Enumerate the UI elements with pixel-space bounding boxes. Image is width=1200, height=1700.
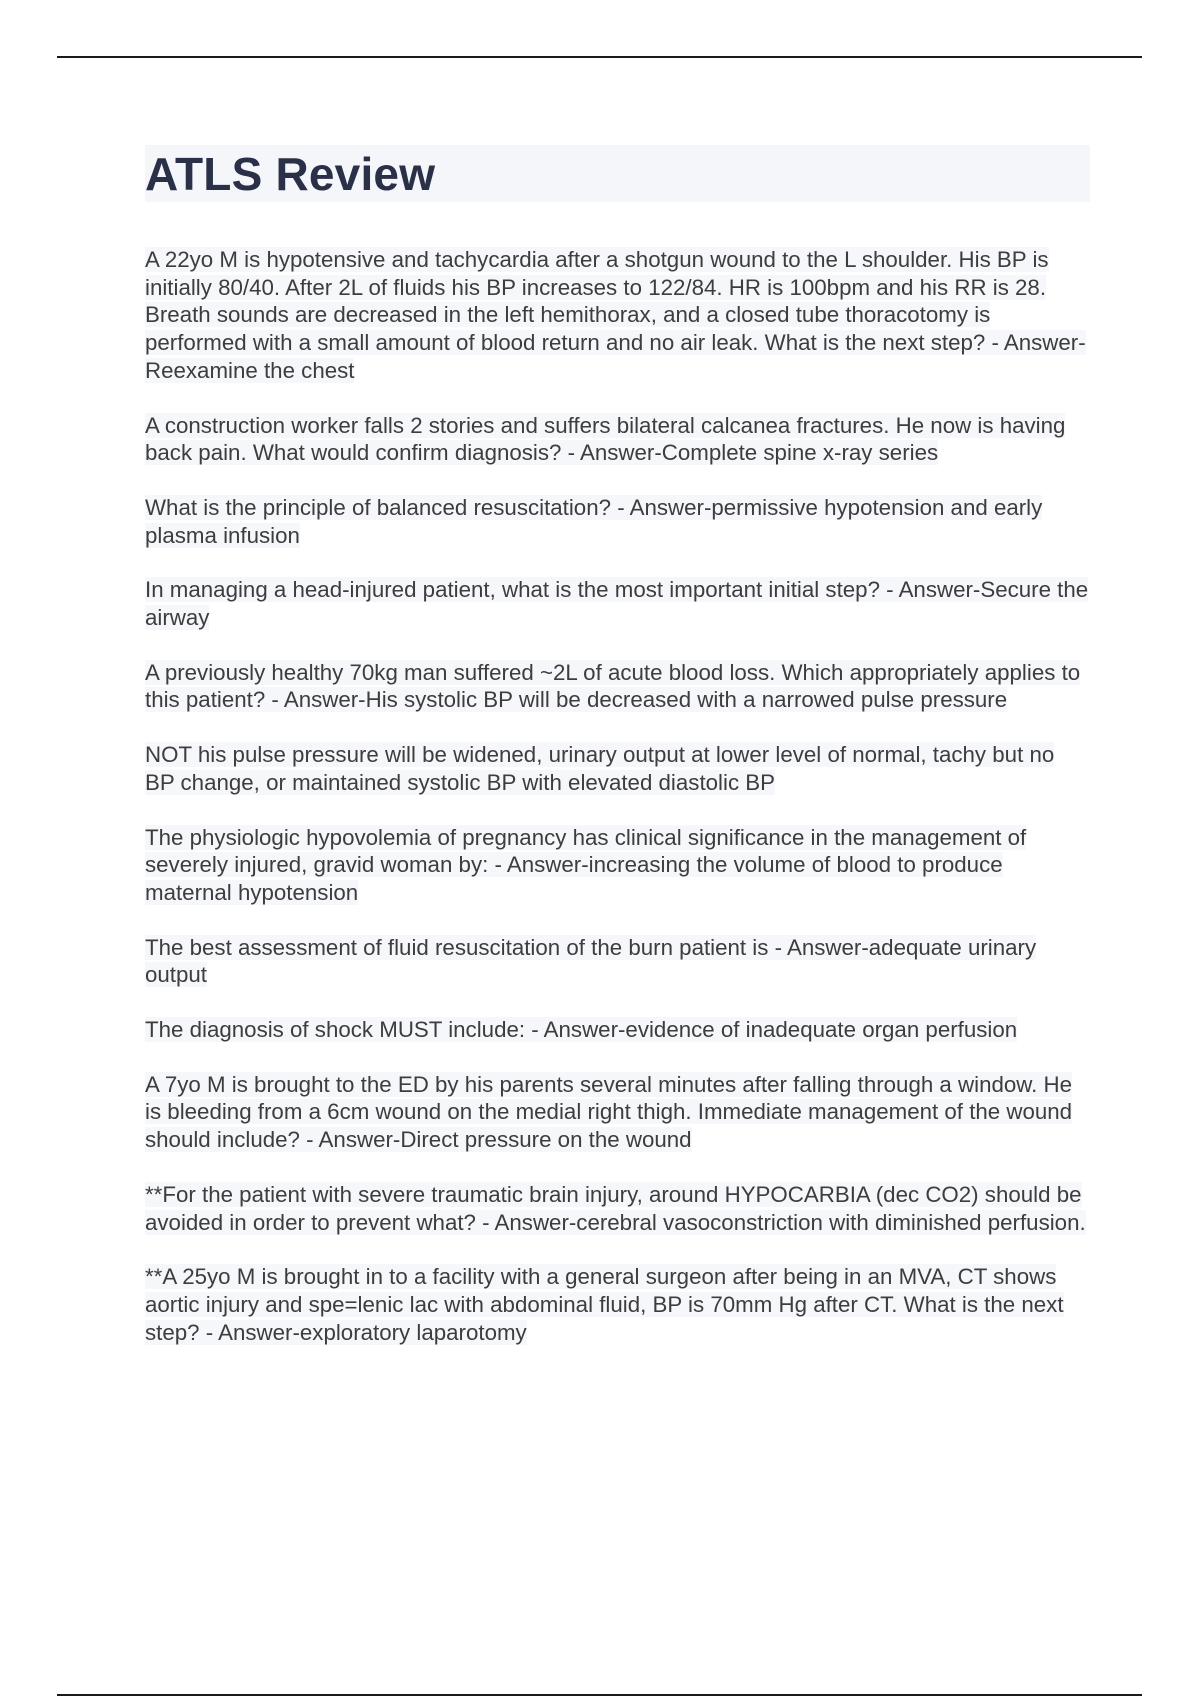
qa-text: NOT his pulse pressure will be widened, urinary output at lower level of normal, tachy but no BP change, or maintained systolic BP with elevated diastolic BP: [145, 742, 1055, 795]
qa-item: [145, 1181, 1090, 1236]
qa-item: [145, 1016, 1090, 1044]
qa-text: The physiologic hypovolemia of pregnancy has clinical significance in the management of severely injured, gravid woman by: - Answer-increasing the volume of blood to produce maternal hypotension: [145, 824, 1027, 905]
top-rule: [57, 56, 1142, 58]
qa-item: [145, 494, 1090, 549]
qa-list: [145, 246, 1090, 1373]
qa-item: [145, 659, 1090, 714]
qa-text: **For the patient with severe traumatic brain injury, around HYPOCARBIA (dec CO2) should be avoided in order to prevent what? - Answer-cerebral vasoconstriction with diminished perfusion.: [145, 1181, 1086, 1235]
qa-text: A 7yo M is brought to the ED by his parents several minutes after falling through a window. He is bleeding from a 6cm wound on the medial right thigh. Immediate management of the wound should include? - Answer-Direct pressure on the wound: [145, 1071, 1073, 1153]
qa-item: [145, 576, 1090, 631]
bottom-rule: [57, 1694, 1142, 1696]
qa-item: [145, 246, 1090, 385]
qa-item: [145, 412, 1090, 467]
qa-item: [145, 934, 1090, 989]
qa-item: [145, 741, 1090, 796]
qa-text: A previously healthy 70kg man suffered ~2L of acute blood loss. Which appropriately applies to this patient? - Answer-His systolic BP will be decreased with a narrowed pulse pressure: [145, 659, 1081, 713]
qa-item: [145, 824, 1090, 907]
page-title: ATLS Review: [145, 148, 436, 200]
qa-item: [145, 1263, 1090, 1346]
qa-text: The diagnosis of shock MUST include: - Answer-evidence of inadequate organ perfusion: [145, 1017, 1018, 1043]
qa-text: A construction worker falls 2 stories and suffers bilateral calcanea fractures. He now is having back pain. What would confirm diagnosis? - Answer-Complete spine x-ray series: [145, 412, 1066, 466]
qa-text: What is the principle of balanced resuscitation? - Answer-permissive hypotension and early plasma infusion: [145, 494, 1043, 548]
title-block: [145, 145, 1090, 202]
qa-text: **A 25yo M is brought in to a facility with a general surgeon after being in an MVA, CT shows aortic injury and spe=lenic lac with abdominal fluid, BP is 70mm Hg after CT. What is the next step? - Answer-exploratory laparotomy: [145, 1264, 1064, 1345]
qa-text: A 22yo M is hypotensive and tachycardia after a shotgun wound to the L shoulder. His BP is initially 80/40. After 2L of fluids his BP increases to 122/84. HR is 100bpm and his RR is 28. Breath sounds are decreased in the left hemithorax, and a closed tube thoracotomy is performed with a small amount of blood return and no air leak. What is the next step? - Answer-Reexamine the chest: [145, 247, 1086, 383]
qa-text: The best assessment of fluid resuscitation of the burn patient is - Answer-adequate urinary output: [145, 934, 1037, 988]
qa-text: In managing a head-injured patient, what is the most important initial step? - Answer-Secure the airway: [145, 577, 1089, 631]
qa-item: [145, 1071, 1090, 1154]
